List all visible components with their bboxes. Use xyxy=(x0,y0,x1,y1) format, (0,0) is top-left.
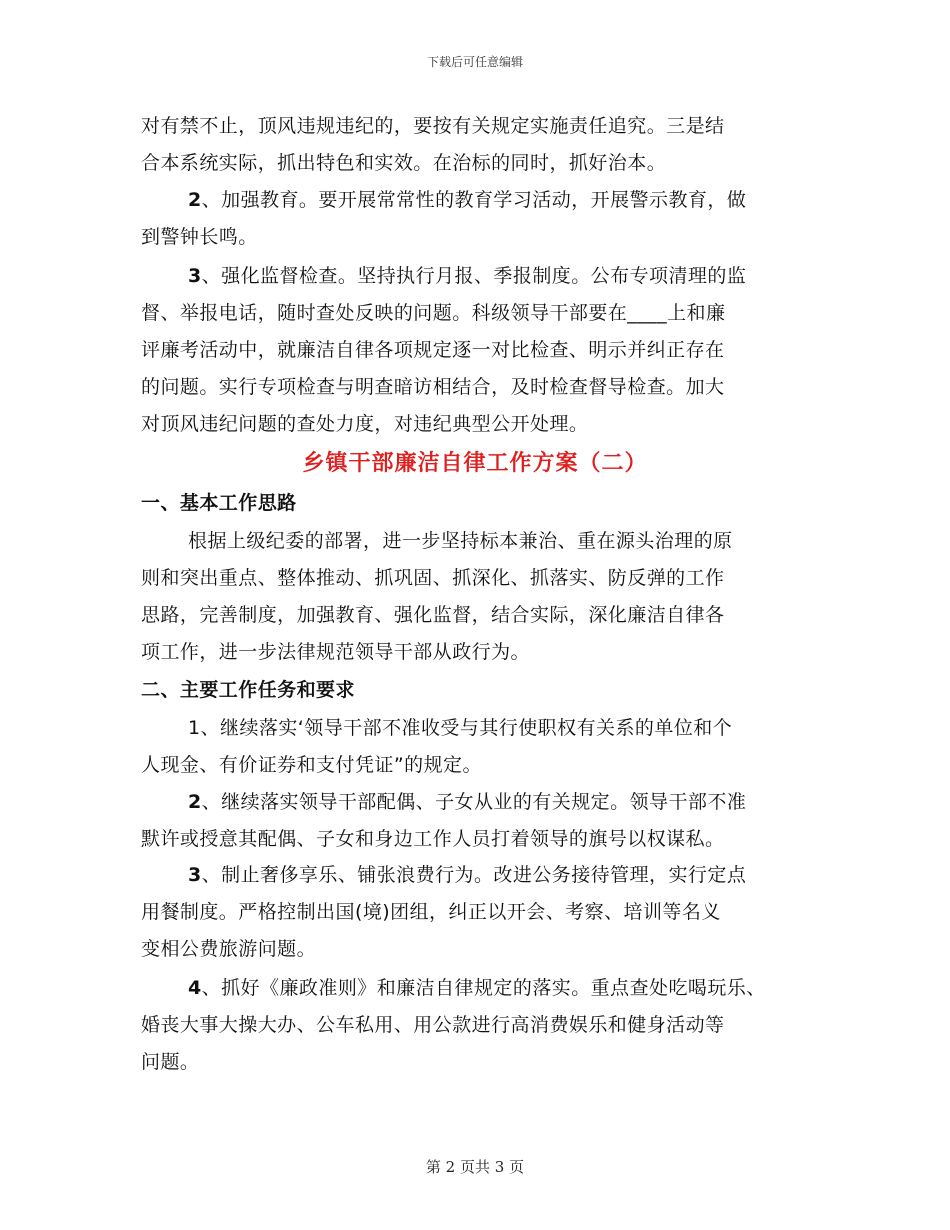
text-line xyxy=(188,263,746,289)
text-line: 对顶风违纪问题的查处力度，对违纪典型公开处理。 xyxy=(141,413,589,435)
item-text: 、抓好《廉政准则》和廉洁自律规定的落实。重点查处吃喝玩乐、 xyxy=(201,977,766,999)
text-line: 督、举报电话，随时查处反映的问题。科级领导干部要在____上和廉 xyxy=(141,302,726,324)
item-number: 3 xyxy=(188,864,202,886)
text-line: 评廉考活动中，就廉洁自律各项规定逐一对比检查、明示并纠正存在 xyxy=(141,339,725,361)
item-text: 、继续落实领导干部配偶、子女从业的有关规定。领导干部不准 xyxy=(201,791,747,813)
text-line: 用餐制度。严格控制出国(境)团组，纠正以开会、考察、培训等名义 xyxy=(141,901,721,923)
text-line: 合本系统实际，抓出特色和实效。在治标的同时，抓好治本。 xyxy=(141,152,667,174)
text-line xyxy=(188,975,766,1001)
text-line xyxy=(188,789,746,815)
text-line xyxy=(188,187,746,213)
text-line: 默许或授意其配偶、子女和身边工作人员打着领导的旗号以权谋私。 xyxy=(141,828,725,850)
item-number: 2 xyxy=(188,189,202,211)
text-line: 到警钟长鸣。 xyxy=(141,226,258,248)
item-text: 、制止奢侈享乐、铺张浪费行为。改进公务接待管理，实行定点 xyxy=(201,864,747,886)
section-title: 乡镇干部廉洁自律工作方案（二） xyxy=(302,451,648,476)
text-line: 根据上级纪委的部署，进一步坚持标本兼治、重在源头治理的原 xyxy=(188,530,733,552)
text-line: 则和突出重点、整体推动、抓巩固、抓深化、抓落实、防反弹的工作 xyxy=(141,567,725,589)
text-line: 问题。 xyxy=(141,1051,200,1073)
item-number: 4 xyxy=(188,977,202,999)
text-line: 思路，完善制度，加强教育、强化监督，结合实际，深化廉洁自律各 xyxy=(141,604,725,626)
text-line: 婚丧大事大操大办、公车私用、用公款进行高消费娱乐和健身活动等 xyxy=(141,1014,725,1036)
text-line: 人现金、有价证券和支付凭证”的规定。 xyxy=(141,754,482,776)
heading-basic-approach: 一、基本工作思路 xyxy=(141,492,297,514)
text-line: 变相公费旅游问题。 xyxy=(141,938,317,960)
heading-main-tasks: 二、主要工作任务和要求 xyxy=(141,679,355,701)
item-number: 2 xyxy=(188,791,202,813)
item-number: 3 xyxy=(188,265,202,287)
text-line xyxy=(188,862,746,888)
page-footer: 第 2 页共 3 页 xyxy=(425,1158,525,1176)
text-line: 的问题。实行专项检查与明查暗访相结合，及时检查督导检查。加大 xyxy=(141,376,725,398)
text-line: 1、继续落实‘领导干部不准收受与其行使职权有关系的单位和个 xyxy=(188,717,733,739)
item-text: 、强化监督检查。坚持执行月报、季报制度。公布专项清理的监 xyxy=(201,265,747,287)
text-line: 对有禁不止，顶风违规违纪的，要按有关规定实施责任追究。三是结 xyxy=(141,115,725,137)
item-text: 、加强教育。要开展常常性的教育学习活动，开展警示教育，做 xyxy=(201,189,747,211)
text-line: 项工作，进一步法律规范领导干部从政行为。 xyxy=(141,641,531,663)
page-header: 下载后可任意编辑 xyxy=(426,55,523,69)
